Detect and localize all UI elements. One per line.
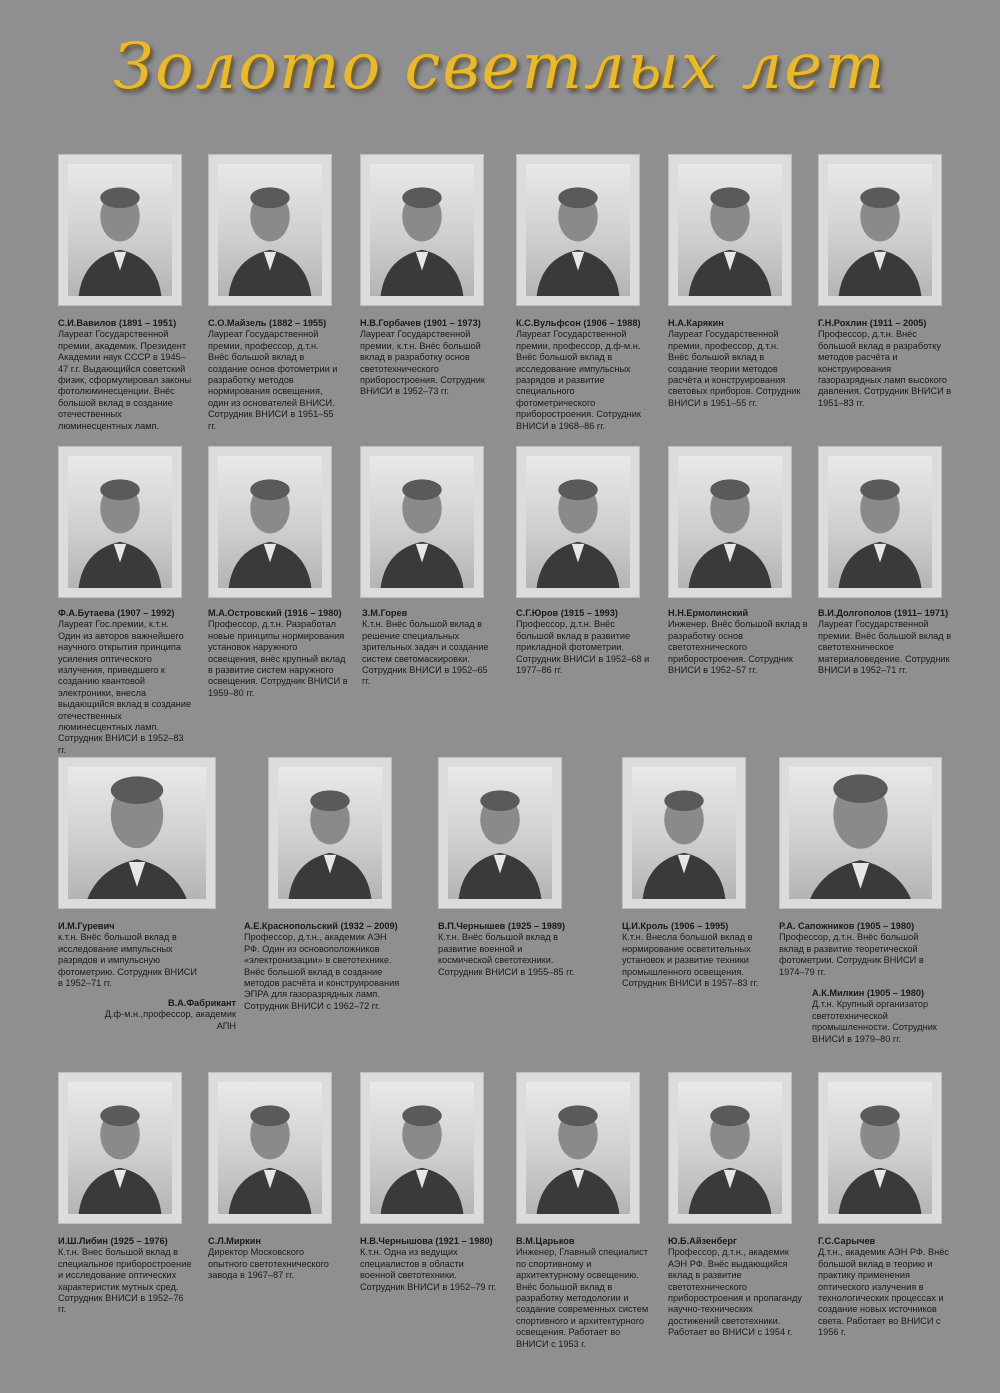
portrait-photo [448,767,552,899]
extra-caption [96,998,236,1032]
person-name: И.М.Гуревич [58,921,115,931]
portrait-photo [828,1082,932,1214]
person-caption [818,318,952,409]
person-name: С.Г.Юров (1915 – 1993) [516,608,618,618]
portrait-frame [668,1072,792,1224]
person-name: А.Е.Краснопольский (1932 – 2009) [244,921,398,931]
person-caption [208,1236,342,1282]
portrait-frame [360,154,484,306]
person-caption [818,1236,952,1339]
portrait-frame [818,1072,942,1224]
person-caption [58,608,192,756]
extra-bio: Д.ф-м.н.,профессор, академик АПН [104,1009,236,1031]
portrait-silhouette [68,456,172,588]
portrait-photo [526,1082,630,1214]
portrait-frame [516,446,640,598]
portrait-frame [818,154,942,306]
portrait-frame [360,1072,484,1224]
person-caption [360,1236,500,1293]
person-caption [58,318,192,432]
portrait-photo [68,1082,172,1214]
portrait-frame [779,757,942,909]
person-caption [58,1236,192,1316]
person-bio: к.т.н. Внёс большой вклад в исследование импульсных разрядов и импульсную фотометрию. Сотрудник ВНИСИ в 1952–71 гг. [58,932,198,989]
portrait-frame [360,446,484,598]
portrait-photo [526,456,630,588]
person-caption [516,1236,650,1350]
portrait-photo [218,164,322,296]
person-name: Ю.Б.Айзенберг [668,1236,737,1246]
portrait-silhouette [370,456,474,588]
portrait-photo [828,456,932,588]
person-bio: Профессор, д.т.н. Разработал новые принципы нормирования установок наружного освещения, внёс крупный вклад в развитие систем наружного освещения. Сотрудник ВНИСИ в 1959–80 гг. [208,619,348,698]
portrait-silhouette [68,1082,172,1214]
person-bio: Профессор, д.т.н., академик АЭН РФ. Внёс выдающийся вклад в развитие светотехнического приборостроения и пропаганду научно-технических достижений светотехники. Работает во ВНИСИ с 1954 г. [668,1247,802,1338]
portrait-photo [218,456,322,588]
person-name: Ц.И.Кроль (1906 – 1995) [622,921,729,931]
portrait-photo [278,767,382,899]
portrait-silhouette [678,456,782,588]
person-bio: К.т.н. Внес большой вклад в специальное приборостроение и исследование оптических характеристик мутных сред. Сотрудник ВНИСИ в 1952–76 гг. [58,1247,192,1315]
person-caption [818,608,952,676]
portrait-frame [58,446,182,598]
extra-bio: Д.т.н. Крупный организатор светотехнической промышленности. Сотрудник ВНИСИ в 1979–80 гг. [812,999,937,1044]
portrait-frame [516,154,640,306]
person-name: В.И.Долгополов (1911– 1971) [818,608,949,618]
portrait-silhouette [632,767,736,899]
person-name: С.И.Вавилов (1891 – 1951) [58,318,177,328]
person-bio: К.т.н. Внёс большой вклад в развитие военной и космической светотехники. Сотрудник ВНИСИ в 1955–85 гг. [438,932,575,977]
portrait-silhouette [218,164,322,296]
person-name: Ф.А.Бутаева (1907 – 1992) [58,608,175,618]
person-caption [208,318,342,432]
person-bio: Профессор, д.т.н. Внёс большой вклад в развитие прикладной фотометрии. Сотрудник ВНИСИ в 1952–68 и 1977–86 гг. [516,619,650,676]
portrait-silhouette [370,164,474,296]
portrait-silhouette [678,1082,782,1214]
portrait-frame [668,446,792,598]
portrait-frame [208,154,332,306]
extra-name: А.К.Милкин (1905 – 1980) [812,988,925,998]
portrait-silhouette [526,456,630,588]
person-caption [668,318,802,409]
extra-name: В.А.Фабрикант [167,998,236,1008]
person-name: В.П.Чернышев (1925 – 1989) [438,921,566,931]
portrait-photo [68,164,172,296]
extra-caption [812,988,960,1045]
person-bio: Лауреат Государственной премии, профессор, д.ф-м.н. Внёс большой вклад в исследование импульсных разрядов и развитие специального фотометрического приборостроения. Сотрудник ВНИСИ в 1968–86 гг. [516,329,641,431]
person-caption [208,608,348,699]
person-bio: Лауреат Государственной премии. Внёс большой вклад в светотехническое материаловедение. Сотрудник ВНИСИ в 1952–71 гг. [818,619,952,676]
portrait-photo [678,456,782,588]
person-name: С.Л.Миркин [208,1236,261,1246]
person-caption [668,608,808,676]
person-name: З.М.Горев [362,608,408,618]
person-caption [516,608,650,676]
person-bio: Инженер, Главный специалист по спортивному и архитектурному освещению. Внёс большой вклад в разработку методологии и создание современных систем спортивного и архитектурного освещения. Работает во ВНИСИ с 1953 г. [516,1247,649,1349]
person-bio: Профессор, д.т.н. Внёс большой вклад в разработку методов расчёта и конструирования газоразрядных ламп высокого давления. Сотрудник ВНИСИ в 1951–83 гг. [818,329,952,408]
person-name: Н.В.Горбачев (1901 – 1973) [360,318,481,328]
portrait-photo [218,1082,322,1214]
portrait-frame [208,1072,332,1224]
portrait-silhouette [678,164,782,296]
portrait-photo [370,164,474,296]
portrait-frame [268,757,392,909]
person-caption [362,608,496,688]
portrait-silhouette [448,767,552,899]
person-bio: Лауреат Государственной премии, профессор, д.т.н. Внёс большой вклад в создание теории методов расчёта и конструирования световых приборов. Сотрудник ВНИСИ в 1951–55 гг. [668,329,801,408]
person-caption [360,318,494,398]
portrait-frame [516,1072,640,1224]
portrait-photo [678,1082,782,1214]
portrait-silhouette [526,164,630,296]
portrait-frame [58,1072,182,1224]
person-name: С.О.Майзель (1882 – 1955) [208,318,327,328]
portrait-frame [438,757,562,909]
portrait-frame [668,154,792,306]
person-caption [244,921,404,1012]
portrait-frame [208,446,332,598]
portrait-photo [828,164,932,296]
portrait-photo [632,767,736,899]
portrait-photo [370,1082,474,1214]
person-name: К.С.Вульфсон (1906 – 1988) [516,318,641,328]
portrait-silhouette [789,767,932,899]
person-bio: Лауреат Государственной премии, профессор, д.т.н. Внёс большой вклад в создание основ фотометрии и разработку методов нормирования освещения, один из основателей ВНИСИ. Сотрудник ВНИСИ в 1951–55 гг. [208,329,338,431]
portrait-silhouette [68,164,172,296]
person-bio: Профессор, д.т.н. Внёс большой вклад в развитие теоретической фотометрии. Сотрудник ВНИСИ в 1974–79 гг. [779,932,924,977]
person-bio: Лауреат Гос.премии, к.т.н. Один из авторов важнейшего научного открытия принципа усиления оптического излучения, приведшего к созданию квантовой электроники, внесла выдающийся вклад в создание отечественных люминесцентных ламп. Сотрудник ВНИСИ в 1952–83 гг. [58,619,192,755]
person-bio: Лауреат Государственной премии, академик. Президент Академии наук СССР в 1945–47 г.г. Выдающийся советский физик, сформулировал законы фотолюминесценции. Внёс большой вклад в создание отечественных люминесцентных ламп. [58,329,192,431]
portrait-silhouette [526,1082,630,1214]
portrait-frame [58,154,182,306]
portrait-photo [68,456,172,588]
person-name: Г.С.Сарычев [818,1236,876,1246]
portrait-silhouette [828,456,932,588]
person-bio: К.т.н. Одна из ведущих специалистов в области военной светотехники. Сотрудник ВНИСИ в 1952–79 гг. [360,1247,497,1292]
person-bio: Лауреат Государственной премии, к.т.н. Внёс большой вклад в разработку основ светотехнического приборостроения. Сотрудник ВНИСИ в 1952–73 гг. [360,329,485,397]
person-name: Г.Н.Рохлин (1911 – 2005) [818,318,927,328]
portrait-frame [622,757,746,909]
portrait-silhouette [828,1082,932,1214]
portrait-photo [526,164,630,296]
portrait-frame [818,446,942,598]
person-caption [622,921,764,989]
person-name: В.М.Царьков [516,1236,575,1246]
person-name: И.Ш.Либин (1925 – 1976) [58,1236,168,1246]
person-bio: Директор Московского опытного светотехнического завода в 1967–87 гг. [208,1247,329,1281]
person-name: Н.А.Карякин [668,318,724,328]
person-bio: Инженер. Внёс большой вклад в разработку основ светотехнического приборостроения. Сотрудник ВНИСИ в 1952–57 гг. [668,619,808,676]
portrait-silhouette [828,164,932,296]
person-bio: К.т.н. Внёс большой вклад в решение специальных зрительных задач и создание систем светомаскировки. Сотрудник ВНИСИ в 1952–65 гг. [362,619,489,687]
person-name: М.А.Островский (1916 – 1980) [208,608,342,618]
portrait-photo [68,767,206,899]
person-bio: Профессор, д.т.н., академик АЭН РФ. Один из основоположников «электронизации» в светотехнике. Внёс большой вклад в создание методов расчёта и конструирования ЭПРА для газоразрядных ламп. Сотрудник ВНИСИ с 1962–72 гг. [244,932,400,1011]
portrait-silhouette [278,767,382,899]
person-caption [58,921,198,989]
portrait-photo [370,456,474,588]
person-name: Н.Н.Ермолинский [668,608,749,618]
person-caption [438,921,578,978]
portrait-silhouette [370,1082,474,1214]
portrait-silhouette [218,1082,322,1214]
portrait-photo [789,767,932,899]
portrait-silhouette [218,456,322,588]
person-bio: К.т.н. Внесла большой вклад в нормирование осветительных установок и развитие техники промышленного освещения. Сотрудник ВНИСИ в 1957–83 гг. [622,932,759,989]
person-caption [668,1236,802,1339]
person-name: Н.В.Чернышова (1921 – 1980) [360,1236,493,1246]
portrait-frame [58,757,216,909]
person-name: Р.А. Сапожников (1905 – 1980) [779,921,915,931]
poster-title: Золото светлых лет [113,30,887,104]
portrait-silhouette [68,767,206,899]
person-bio: Д.т.н., академик АЭН РФ. Внёс большой вклад в теорию и практику применения оптического излучения в технологических процессах и создание новых источников света. Работает во ВНИСИ с 1956 г. [818,1247,949,1338]
portrait-photo [678,164,782,296]
person-caption [779,921,929,978]
person-caption [516,318,650,432]
